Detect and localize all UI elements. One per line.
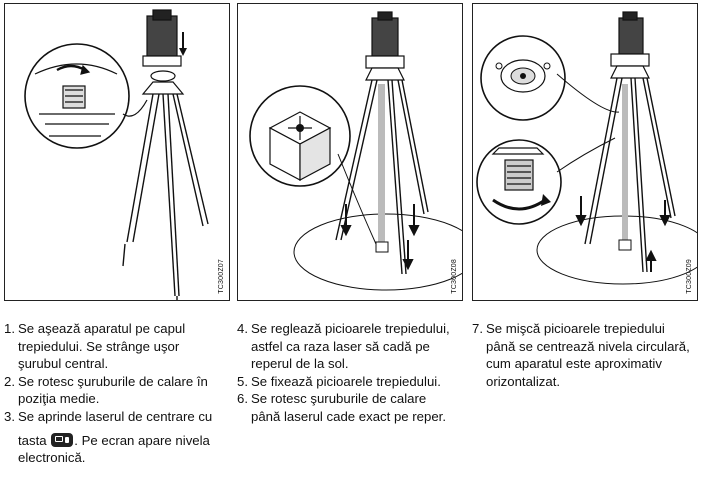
step-7-line-3: cum aparatul este aproximativ <box>486 356 662 372</box>
step-number: 3. <box>4 408 15 424</box>
step-6-line-1: Se rotesc şuruburile de calare <box>251 391 427 407</box>
step-1-line-3: şurubul central. <box>18 356 109 372</box>
step-1-line-1: Se aşează aparatul pe capul <box>18 321 186 336</box>
step-5 <box>237 373 465 391</box>
figure-code: TC300Z09 <box>686 259 693 294</box>
step-7-line-1: Se mişcă picioarele trepiedului <box>486 321 665 336</box>
step-6 <box>237 390 465 425</box>
step-number: 7. <box>472 321 483 336</box>
step-number: 6. <box>237 391 248 407</box>
step-7-line-4: orizontalizat. <box>486 373 561 389</box>
step-2-line-1: Se rotesc şuruburile de calare în <box>18 373 208 389</box>
step-7 <box>472 320 698 390</box>
illustration-panel-3 <box>472 3 698 301</box>
tripod-setup-illustration <box>5 4 230 301</box>
step-7-line-2: până se centrează nivela circulară, <box>486 338 690 354</box>
figure-code: TC300Z07 <box>218 259 225 294</box>
step-3-line-3: electronică. <box>18 450 86 466</box>
illustration-panel-2 <box>237 3 463 301</box>
circular-level-illustration <box>473 4 698 301</box>
step-4 <box>237 320 465 373</box>
illustration-panel-1 <box>4 3 230 301</box>
steps-column-1 <box>4 320 230 467</box>
step-3-line-1: Se aprinde laserul de centrare cu <box>18 408 213 424</box>
step-number: 2. <box>4 373 15 389</box>
step-2-line-2: poziţia medie. <box>18 391 100 407</box>
laser-plummet-illustration <box>238 4 463 301</box>
steps-column-3 <box>472 320 698 390</box>
step-3-line-2b: . Pe ecran apare nivela <box>74 432 210 448</box>
figure-code: TC300Z08 <box>451 259 458 294</box>
step-1-line-2: trepiedului. Se strânge uşor <box>18 338 180 354</box>
step-4-line-1: Se reglează picioarele trepiedului, <box>251 321 450 336</box>
step-number: 4. <box>237 321 248 336</box>
step-5-line-1: Se fixează picioarele trepiedului. <box>251 373 441 389</box>
steps-column-2 <box>237 320 465 426</box>
step-6-line-2: până laserul cade exact pe reper. <box>251 408 447 424</box>
step-3-line-2a: tasta <box>18 432 47 448</box>
laser-plummet-key-icon <box>51 433 73 447</box>
step-2 <box>4 373 230 408</box>
step-number: 1. <box>4 321 15 336</box>
step-3 <box>4 408 230 467</box>
step-number: 5. <box>237 373 248 389</box>
step-4-line-2: astfel ca raza laser să cadă pe <box>251 338 430 354</box>
step-1 <box>4 320 230 373</box>
step-4-line-3: reperul de la sol. <box>251 356 349 372</box>
